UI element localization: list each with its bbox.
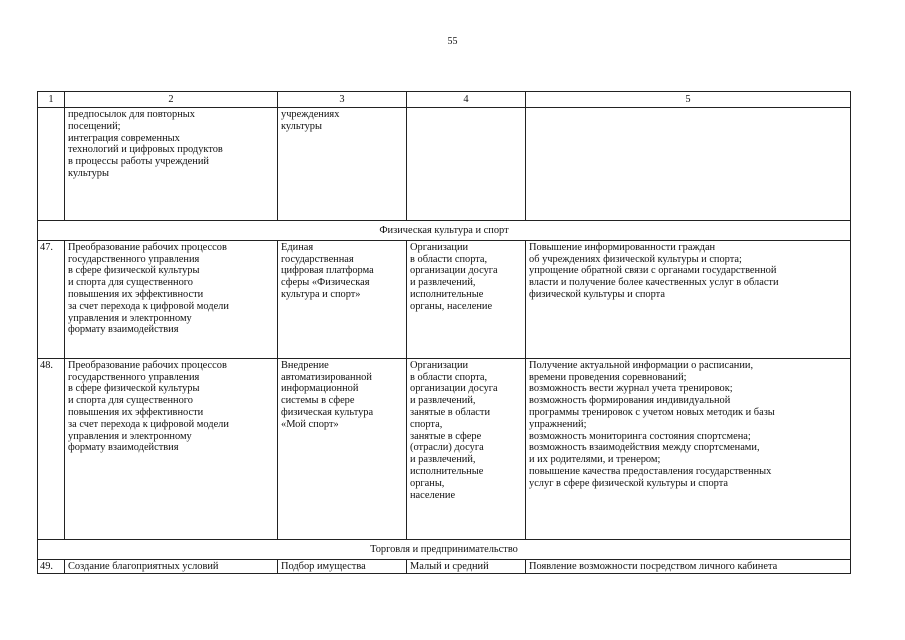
cell-number: [38, 108, 65, 221]
cell-line: культура и спорт»: [281, 288, 361, 300]
cell-line: Получение актуальной информации о расписании,: [529, 359, 754, 371]
cell-line: Подбор имущества: [281, 560, 366, 572]
cell-line: органы, население: [410, 300, 493, 312]
header-cell-2: 2: [65, 92, 278, 108]
cell-line: посещений;: [68, 120, 121, 132]
cell-task: [65, 559, 278, 574]
cell-line: возможность вести журнал учета тренировок;: [529, 383, 733, 395]
cell-project: [278, 358, 407, 539]
cell-line: культуры: [68, 167, 109, 179]
cell-line: программы тренировок с учетом новых методик и базы: [529, 406, 775, 418]
cell-line: спорта,: [410, 418, 443, 430]
cell-task: [65, 240, 278, 358]
header-cell-5: 5: [526, 92, 851, 108]
cell-line: занятые в сфере: [410, 430, 482, 442]
cell-line: услуг в сфере физической культуры и спорта: [529, 477, 728, 489]
document-table: [37, 91, 851, 574]
cell-line: «Мой спорт»: [281, 418, 339, 430]
cell-line: повышения их эффективности: [68, 406, 204, 418]
header-cell-4: 4: [407, 92, 526, 108]
cell-line: государственного управления: [68, 253, 200, 265]
cell-line: и спорта для существенного: [68, 277, 193, 289]
cell-line: Единая: [281, 241, 314, 253]
cell-line: Организации: [410, 241, 469, 253]
section-row: [38, 221, 851, 241]
cell-line: интеграция современных: [68, 132, 180, 144]
section-title: Физическая культура и спорт: [38, 221, 851, 241]
cell-line: организации досуга: [410, 383, 498, 395]
cell-line: культуры: [281, 120, 322, 132]
cell-line: организации досуга: [410, 265, 498, 277]
cell-line: упражнений;: [529, 418, 587, 430]
cell-line: об учреждениях физической культуры и спорта;: [529, 253, 742, 265]
cell-line: Появление возможности посредством личного кабинета: [529, 560, 778, 572]
cell-target-group: [407, 108, 526, 221]
section-title: Торговля и предпринимательство: [38, 539, 851, 559]
cell-line: автоматизированной: [281, 371, 372, 383]
cell-effect: [526, 358, 851, 539]
cell-line: физическая культура: [281, 406, 374, 418]
cell-line: физической культуры и спорта: [529, 288, 665, 300]
table-row: [38, 358, 851, 539]
cell-line: Организации: [410, 359, 469, 371]
cell-line: управления и электронному: [68, 312, 192, 324]
cell-line: государственная: [281, 253, 354, 265]
table-header-row: [38, 92, 851, 108]
cell-task: [65, 358, 278, 539]
cell-line: исполнительные: [410, 288, 484, 300]
page-number: 55: [447, 36, 458, 47]
cell-project: [278, 240, 407, 358]
cell-effect: [526, 240, 851, 358]
cell-line: информационной: [281, 383, 359, 395]
cell-line: сферы «Физическая: [281, 277, 370, 289]
section-row: [38, 539, 851, 559]
cell-line: формату взаимодействия: [68, 442, 179, 454]
cell-number: 49.: [38, 559, 65, 574]
cell-line: возможность формирования индивидуальной: [529, 395, 731, 407]
cell-line: и развлечений,: [410, 277, 476, 289]
cell-line: повышение качества предоставления государственных: [529, 465, 772, 477]
cell-line: за счет перехода к цифровой модели: [68, 300, 229, 312]
cell-line: Преобразование рабочих процессов: [68, 241, 227, 253]
cell-line: возможность мониторинга состояния спортсмена;: [529, 430, 751, 442]
cell-line: и спорта для существенного: [68, 395, 193, 407]
cell-line: повышения их эффективности: [68, 288, 204, 300]
cell-line: формату взаимодействия: [68, 324, 179, 336]
cell-target-group: [407, 559, 526, 574]
cell-line: управления и электронному: [68, 430, 192, 442]
table-row-continuation: [38, 108, 851, 221]
table-row: [38, 559, 851, 574]
cell-line: в сфере физической культуры: [68, 383, 200, 395]
cell-project: [278, 559, 407, 574]
cell-project: [278, 108, 407, 221]
cell-effect: [526, 559, 851, 574]
cell-line: в сфере физической культуры: [68, 265, 200, 277]
cell-line: цифровая платформа: [281, 265, 374, 277]
cell-line: Создание благоприятных условий: [68, 560, 219, 572]
cell-line: упрощение обратной связи с органами государственной: [529, 265, 777, 277]
cell-line: и их родителями, и тренером;: [529, 454, 661, 466]
cell-line: Внедрение: [281, 359, 329, 371]
table-row: [38, 240, 851, 358]
cell-target-group: [407, 240, 526, 358]
cell-line: власти и получение более качественных услуг в области: [529, 277, 779, 289]
header-cell-3: 3: [278, 92, 407, 108]
cell-line: учреждениях: [281, 109, 340, 120]
cell-line: и развлечений,: [410, 454, 476, 466]
cell-line: времени проведения соревнований;: [529, 371, 687, 383]
cell-line: в процессы работы учреждений: [68, 156, 209, 168]
cell-number: 47.: [38, 240, 65, 358]
cell-line: (отрасли) досуга: [410, 442, 484, 454]
cell-effect: [526, 108, 851, 221]
cell-line: и развлечений,: [410, 395, 476, 407]
cell-line: в области спорта,: [410, 371, 488, 383]
cell-line: технологий и цифровых продуктов: [68, 144, 223, 156]
cell-line: Малый и средний: [410, 560, 489, 572]
cell-line: системы в сфере: [281, 395, 355, 407]
cell-line: предпосылок для повторных: [68, 109, 195, 120]
cell-line: за счет перехода к цифровой модели: [68, 418, 229, 430]
cell-target-group: [407, 358, 526, 539]
cell-line: занятые в области: [410, 406, 491, 418]
cell-line: Преобразование рабочих процессов: [68, 359, 227, 371]
cell-number: 48.: [38, 358, 65, 539]
cell-line: возможность взаимодействия между спортсменами,: [529, 442, 760, 454]
cell-line: население: [410, 489, 456, 501]
cell-line: в области спорта,: [410, 253, 488, 265]
cell-line: Повышение информированности граждан: [529, 241, 716, 253]
cell-line: исполнительные: [410, 465, 484, 477]
cell-line: государственного управления: [68, 371, 200, 383]
cell-task: [65, 108, 278, 221]
header-cell-1: 1: [38, 92, 65, 108]
cell-line: органы,: [410, 477, 445, 489]
